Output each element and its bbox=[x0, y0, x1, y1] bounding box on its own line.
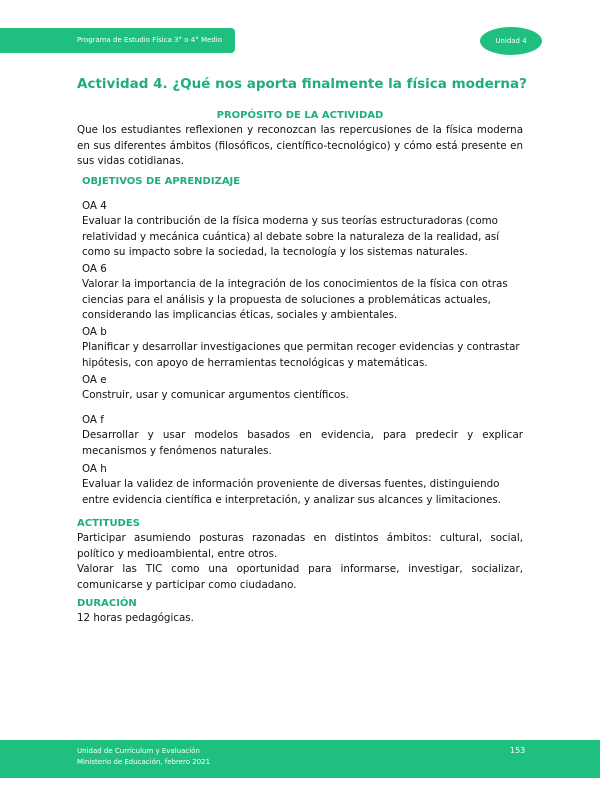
duration-section bbox=[77, 596, 523, 627]
objective-text: Evaluar la contribución de la física moderna y sus teorías estructuradoras (como relatividad y mecánica cuántica) al debate sobre la naturaleza de la realidad, así como su impacto sobre la sociedad, la tecnología y los sistemas naturales. bbox=[82, 215, 500, 259]
objective-code: OA 4 bbox=[82, 200, 107, 212]
page-title: Actividad 4. ¿Qué nos aporta finalmente la física moderna? bbox=[77, 76, 527, 92]
attitudes-heading: ACTITUDES bbox=[77, 518, 140, 529]
objective-code: OA f bbox=[82, 414, 104, 426]
attitude-item: Participar asumiendo posturas razonadas en distintos ámbitos: cultural, social, político y medioambiental, entre otros. bbox=[77, 532, 523, 560]
purpose-heading: PROPÓSITO DE LA ACTIVIDAD bbox=[216, 110, 384, 121]
objective-oa6 bbox=[82, 262, 523, 324]
page-footer bbox=[0, 740, 600, 778]
objective-text: Valorar la importancia de la integración de los conocimientos de la física con otras ciencias para el análisis y la propuesta de soluciones a problemáticas actuales, considerando las implicancias éticas, sociales y ambientales. bbox=[82, 278, 508, 322]
footer-ministry: Ministerio de Educación, febrero 2021 bbox=[77, 758, 211, 766]
objective-oae bbox=[82, 373, 523, 404]
objectives-heading: OBJETIVOS DE APRENDIZAJE bbox=[82, 176, 241, 187]
objective-code: OA 6 bbox=[82, 263, 107, 275]
attitude-item: Valorar las TIC como una oportunidad para informarse, investigar, socializar, comunicarse y participar como ciudadano. bbox=[77, 563, 523, 591]
duration-heading: DURACIÓN bbox=[77, 598, 137, 609]
objective-text: Evaluar la validez de información proveniente de diversas fuentes, distinguiendo entre evidencia científica e interpretación, y analizar sus alcances y limitaciones. bbox=[82, 478, 501, 506]
objective-oaf bbox=[82, 413, 523, 459]
unit-badge: Unidad 4 bbox=[480, 27, 542, 55]
program-header: Programa de Estudio Física 3° o 4° Medio bbox=[0, 28, 235, 53]
objective-oa4 bbox=[82, 199, 523, 261]
objective-code: OA e bbox=[82, 374, 107, 386]
purpose-section bbox=[77, 108, 523, 170]
objective-oab bbox=[82, 325, 523, 371]
objective-code: OA b bbox=[82, 326, 107, 338]
objective-text: Planificar y desarrollar investigaciones que permitan recoger evidencias y contrastar hipótesis, con apoyo de herramientas tecnológicas y matemáticas. bbox=[82, 341, 520, 369]
duration-text: 12 horas pedagógicas. bbox=[77, 612, 194, 625]
footer-unit: Unidad de Currículum y Evaluación bbox=[77, 747, 200, 755]
objective-code: OA h bbox=[82, 463, 107, 475]
objective-oah bbox=[82, 462, 523, 508]
attitudes-section bbox=[77, 516, 523, 593]
objective-text: Desarrollar y usar modelos basados en evidencia, para predecir y explicar mecanismos y fenómenos naturales. bbox=[82, 429, 523, 457]
objective-text: Construir, usar y comunicar argumentos científicos. bbox=[82, 389, 349, 402]
objectives-section bbox=[77, 174, 523, 189]
page-number: 153 bbox=[510, 746, 526, 755]
purpose-text: Que los estudiantes reflexionen y reconozcan las repercusiones de la física moderna en sus diferentes ámbitos (filosóficos, científico-tecnológico) y cómo está presente en sus vidas cotidianas. bbox=[77, 124, 523, 168]
